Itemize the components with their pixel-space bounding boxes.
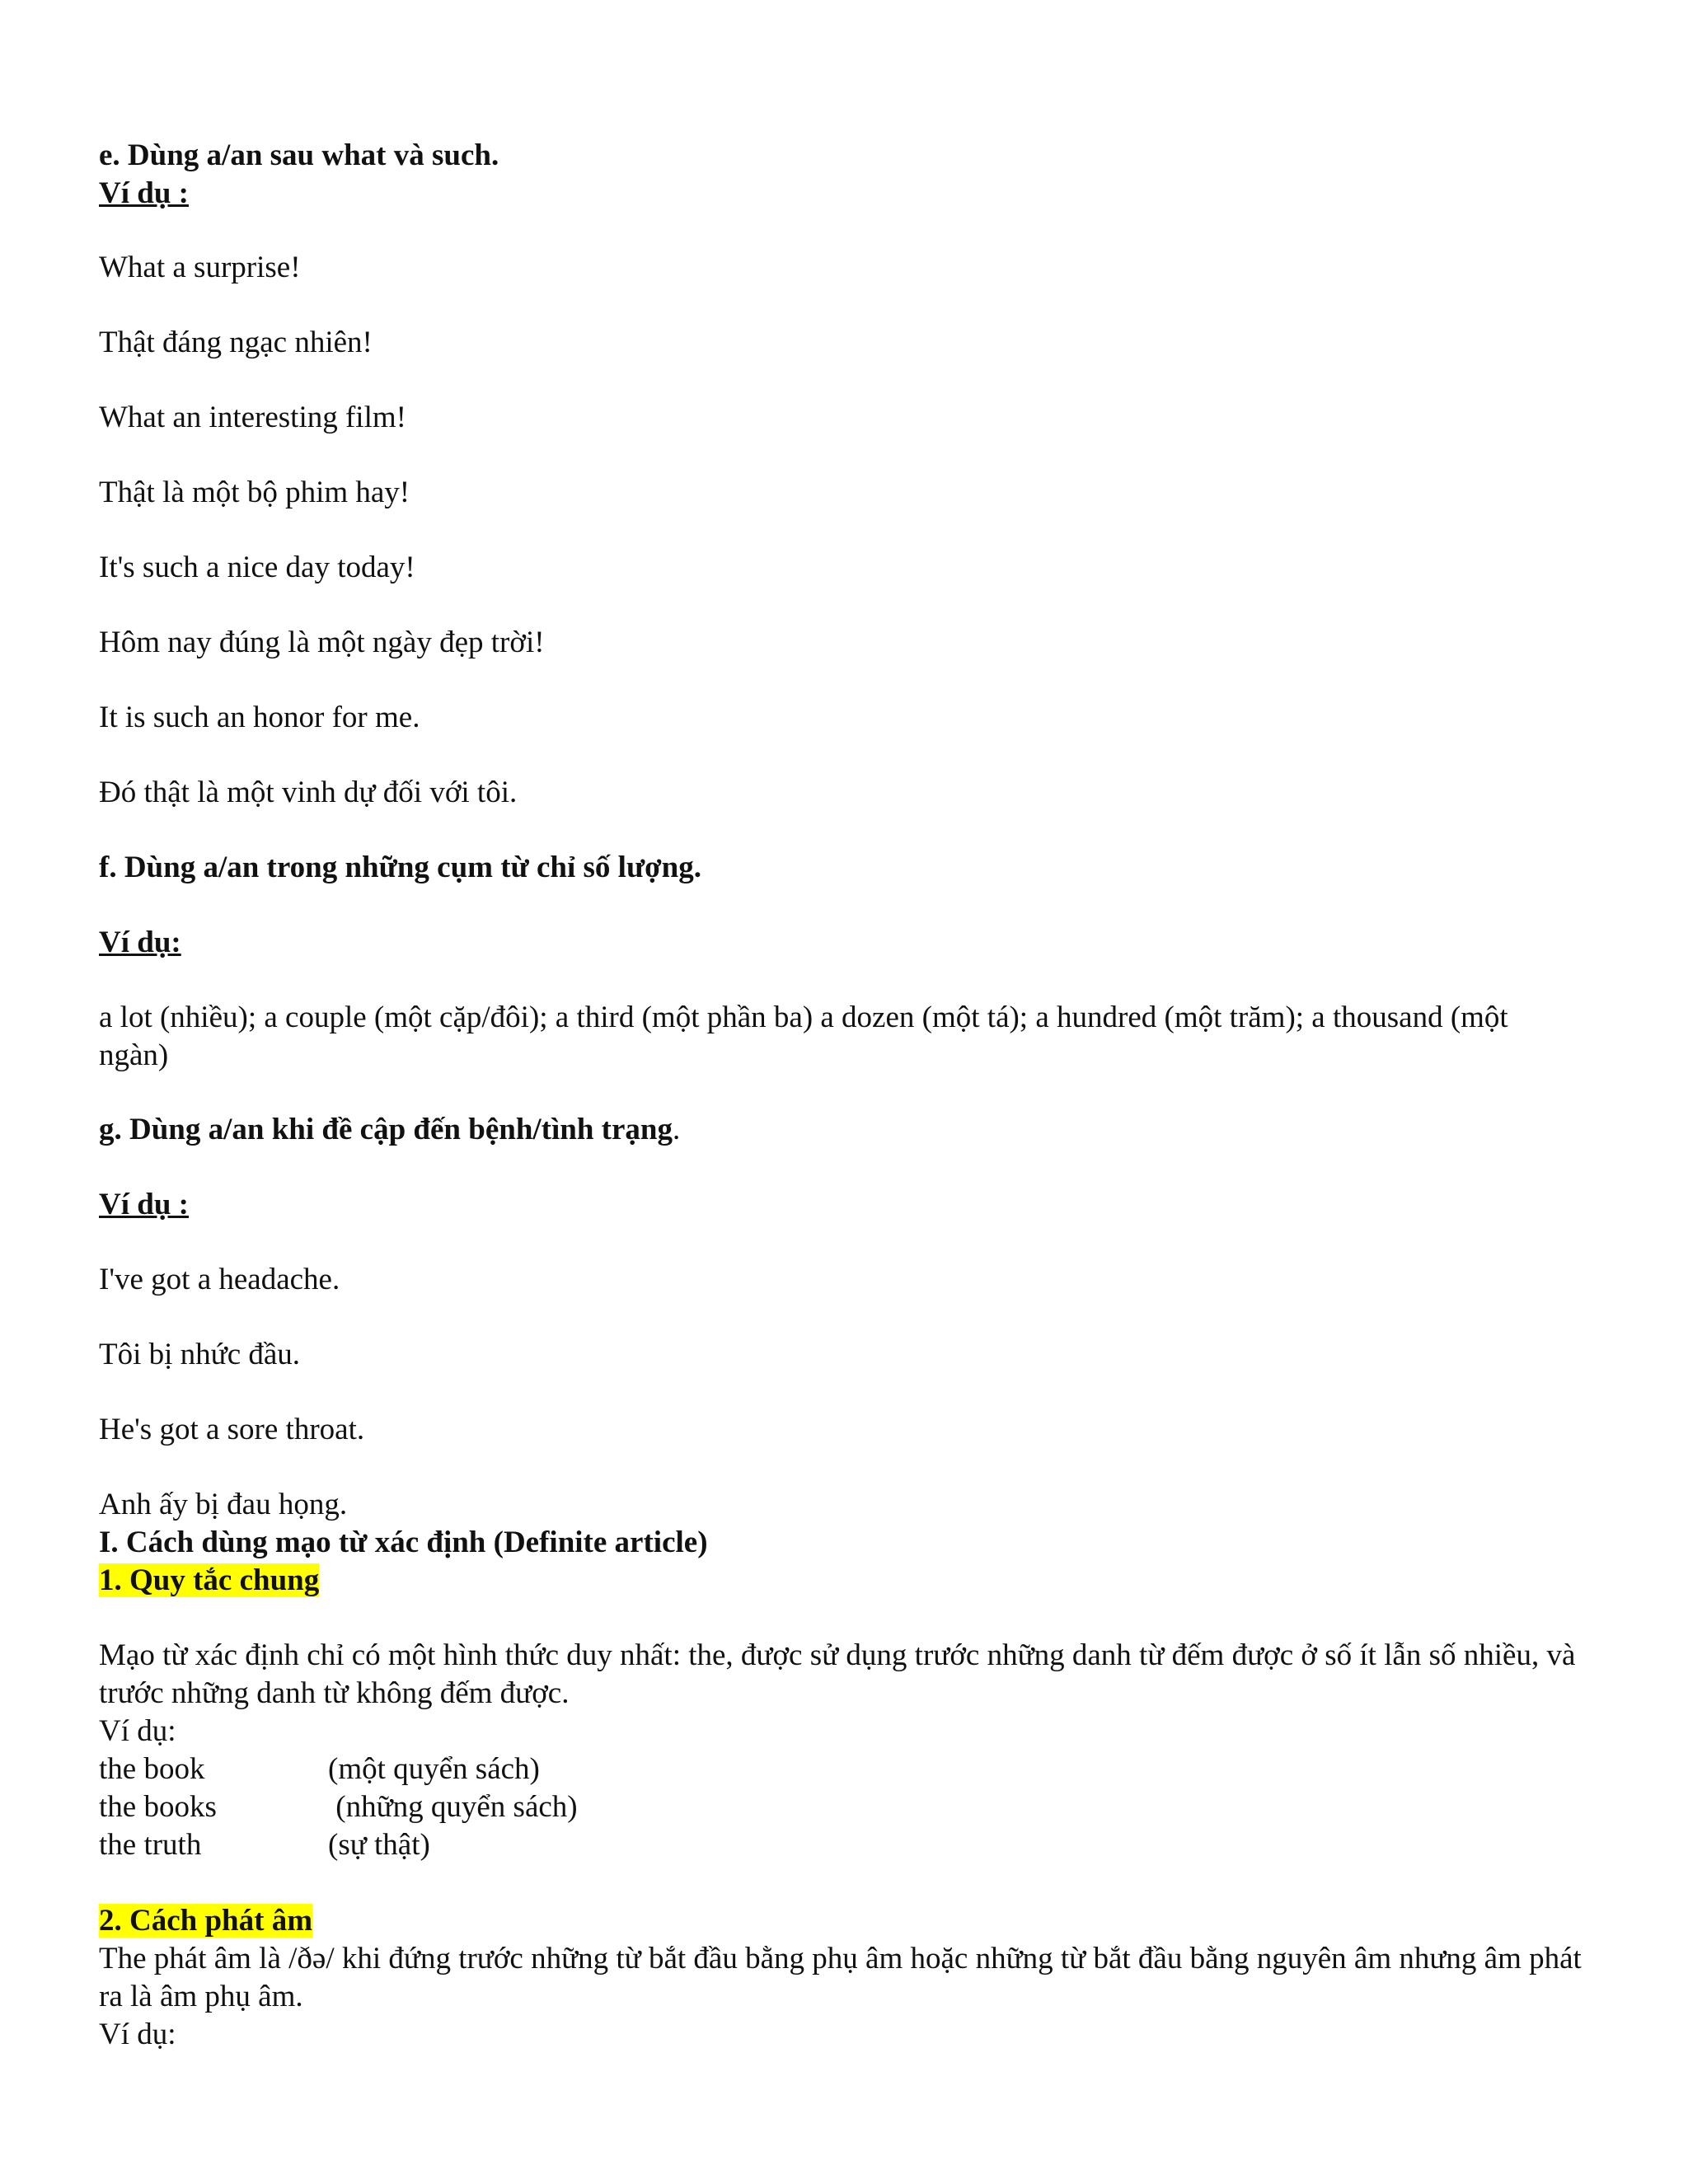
example-line: I've got a headache.: [99, 1263, 340, 1296]
sub1-heading: 1. Quy tắc chung: [99, 1563, 320, 1597]
section-g-heading-tail: .: [673, 1113, 681, 1146]
example-line: Đó thật là một vinh dự đối với tôi.: [99, 776, 518, 809]
section-e-example-label: Ví dụ :: [99, 176, 189, 210]
sub2-heading: 2. Cách phát âm: [99, 1904, 313, 1938]
sub1-text: Mạo từ xác định chỉ có một hình thức duy nhất: the, được sử dụng trước những danh từ đếm được ở số ít lẫn số nhiều, và trước những danh từ không đếm được.: [99, 1638, 1576, 1710]
sub2-heading-wrap: [99, 1902, 312, 1940]
example-line: Thật là một bộ phim hay!: [99, 476, 410, 509]
definition-term: the book: [99, 1752, 205, 1786]
example-line: He's got a sore throat.: [99, 1413, 365, 1446]
sub2-example-label: Ví dụ:: [99, 2018, 176, 2051]
example-line: Tôi bị nhức đầu.: [99, 1338, 301, 1371]
section-f-example-label-wrap: [99, 924, 181, 962]
section-f-example-label: Ví dụ:: [99, 926, 181, 959]
section-g-heading: g. Dùng a/an khi đề cập đến bệnh/tình trạng: [99, 1113, 673, 1146]
definition-row: [99, 1750, 540, 1788]
example-line: Thật đáng ngạc nhiên!: [99, 326, 373, 359]
definition-row: [99, 1826, 430, 1864]
section-i-heading: I. Cách dùng mạo từ xác định (Definite article): [99, 1526, 708, 1559]
example-line: It's such a nice day today!: [99, 551, 415, 584]
section-f-heading: f. Dùng a/an trong những cụm từ chỉ số lượng.: [99, 851, 701, 884]
definition-meaning: (những quyển sách): [328, 1790, 578, 1824]
definition-meaning: (một quyển sách): [328, 1752, 540, 1786]
section-g-heading-wrap: [99, 1111, 680, 1149]
section-g-example-label: Ví dụ :: [99, 1188, 189, 1221]
definition-term: the truth: [99, 1828, 202, 1862]
example-line: What an interesting film!: [99, 401, 406, 434]
example-line: What a surprise!: [99, 251, 301, 284]
example-line: Hôm nay đúng là một ngày đẹp trời!: [99, 626, 545, 659]
definition-term: the books: [99, 1790, 217, 1824]
example-line: It is such an honor for me.: [99, 701, 420, 734]
sub2-text: The phát âm là /ðə/ khi đứng trước những từ bắt đầu bằng phụ âm hoặc những từ bắt đầu bằng nguyên âm nhưng âm phát ra là âm phụ âm.: [99, 1942, 1582, 2013]
section-e-example-label-wrap: [99, 175, 189, 213]
section-f-example-text: a lot (nhiều); a couple (một cặp/đôi); a third (một phần ba) a dozen (một tá); a hundred (một trăm); a thousand (một ngàn): [99, 1001, 1508, 1072]
definition-row: [99, 1788, 578, 1826]
section-e-heading: e. Dùng a/an sau what và such.: [99, 138, 499, 172]
sub1-heading-wrap: [99, 1562, 319, 1600]
section-g-example-label-wrap: [99, 1186, 189, 1224]
definition-meaning: (sự thật): [328, 1828, 430, 1862]
sub1-example-label: Ví dụ:: [99, 1714, 176, 1748]
example-line: Anh ấy bị đau họng.: [99, 1488, 348, 1521]
